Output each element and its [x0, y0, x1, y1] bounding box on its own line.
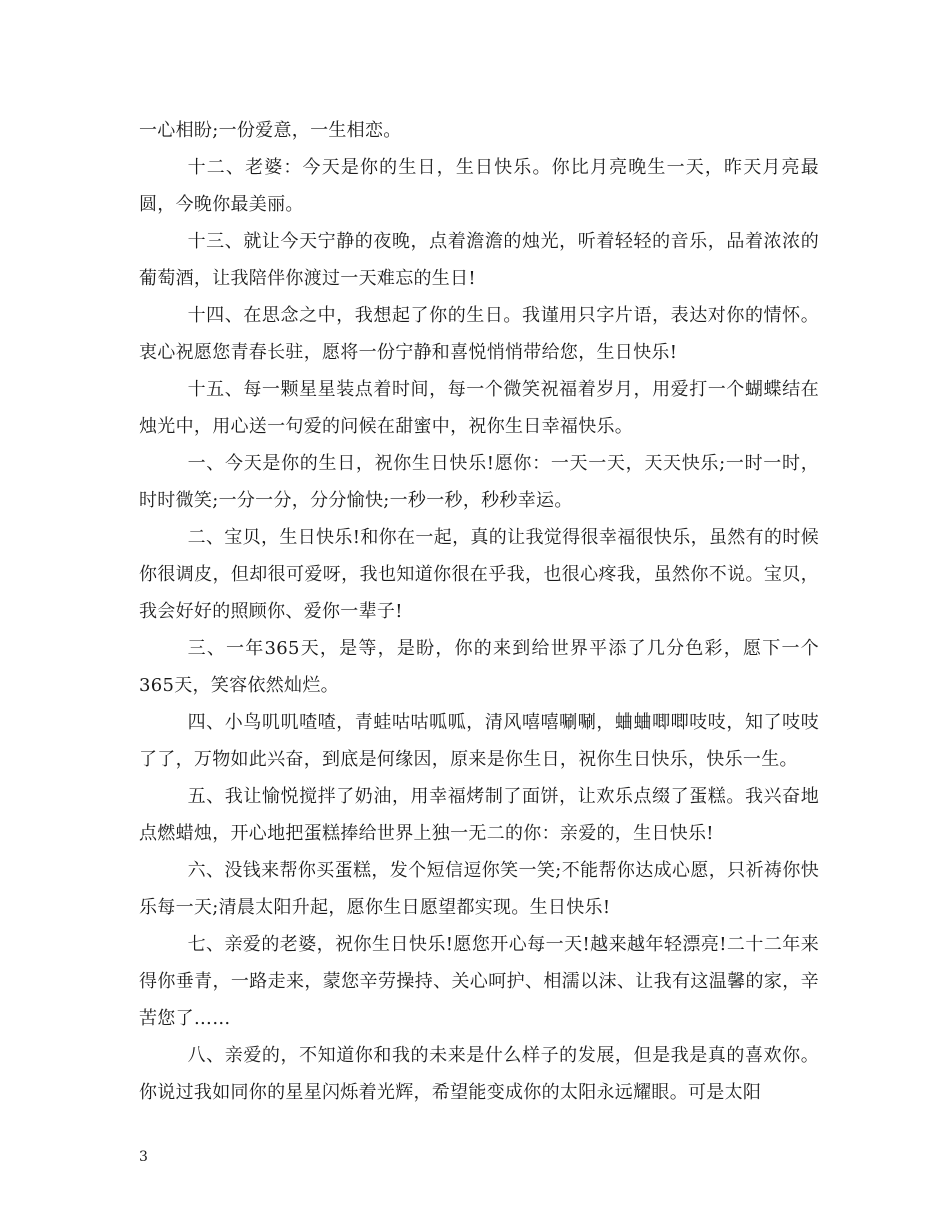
- paragraph-1: 十二、老婆：今天是你的生日，生日快乐。你比月亮晚生一天，昨天月亮最圆，今晚你最美丽。: [139, 157, 819, 215]
- paragraph-12: 八、亲爱的，不知道你和我的未来是什么样子的发展，但是我是真的喜欢你。你说过我如同你的星星闪烁着光辉，希望能变成你的太阳永远耀眼。可是太阳: [139, 1045, 819, 1103]
- paragraph-7: 三、一年365天，是等，是盼，你的来到给世界平添了几分色彩，愿下一个365天，笑容依然灿烂。: [139, 638, 819, 696]
- paragraph-11: 七、亲爱的老婆，祝你生日快乐!愿您开心每一天!越来越年轻漂亮!二十二年来得你垂青，一路走来，蒙您辛劳操持、关心呵护、相濡以沫、让我有这温馨的家，辛苦您了……: [139, 934, 819, 1029]
- paragraph-4: 十五、每一颗星星装点着时间，每一个微笑祝福着岁月，用爱打一个蝴蝶结在烛光中，用心送一句爱的问候在甜蜜中，祝你生日幸福快乐。: [139, 379, 819, 437]
- paragraph-5: 一、今天是你的生日，祝你生日快乐!愿你：一天一天，天天快乐;一时一时，时时微笑;一分一分，分分愉快;一秒一秒，秒秒幸运。: [139, 453, 819, 511]
- page-number: 3: [139, 1149, 148, 1165]
- document-body: [139, 112, 819, 1111]
- paragraph-2: 十三、就让今天宁静的夜晚，点着澹澹的烛光，听着轻轻的音乐，品着浓浓的葡萄酒，让我陪伴你渡过一天难忘的生日!: [139, 231, 819, 289]
- paragraph-0: 一心相盼;一份爱意，一生相恋。: [139, 120, 402, 141]
- paragraph-9: 五、我让愉悦搅拌了奶油，用幸福烤制了面饼，让欢乐点缀了蛋糕。我兴奋地点燃蜡烛，开心地把蛋糕捧给世界上独一无二的你：亲爱的，生日快乐!: [139, 786, 819, 844]
- paragraph-3: 十四、在思念之中，我想起了你的生日。我谨用只字片语，表达对你的情怀。衷心祝愿您青春长驻，愿将一份宁静和喜悦悄悄带给您，生日快乐!: [139, 305, 819, 363]
- paragraph-10: 六、没钱来帮你买蛋糕，发个短信逗你笑一笑;不能帮你达成心愿，只祈祷你快乐每一天;清晨太阳升起，愿你生日愿望都实现。生日快乐!: [139, 860, 819, 918]
- paragraph-8: 四、小鸟叽叽喳喳，青蛙咕咕呱呱，清风嘻嘻唰唰，蛐蛐唧唧吱吱，知了吱吱了了，万物如此兴奋，到底是何缘因，原来是你生日，祝你生日快乐，快乐一生。: [139, 712, 819, 770]
- paragraph-6: 二、宝贝，生日快乐!和你在一起，真的让我觉得很幸福很快乐，虽然有的时候你很调皮，但却很可爱呀，我也知道你很在乎我，也很心疼我，虽然你不说。宝贝，我会好好的照顾你、爱你一辈子!: [139, 527, 819, 622]
